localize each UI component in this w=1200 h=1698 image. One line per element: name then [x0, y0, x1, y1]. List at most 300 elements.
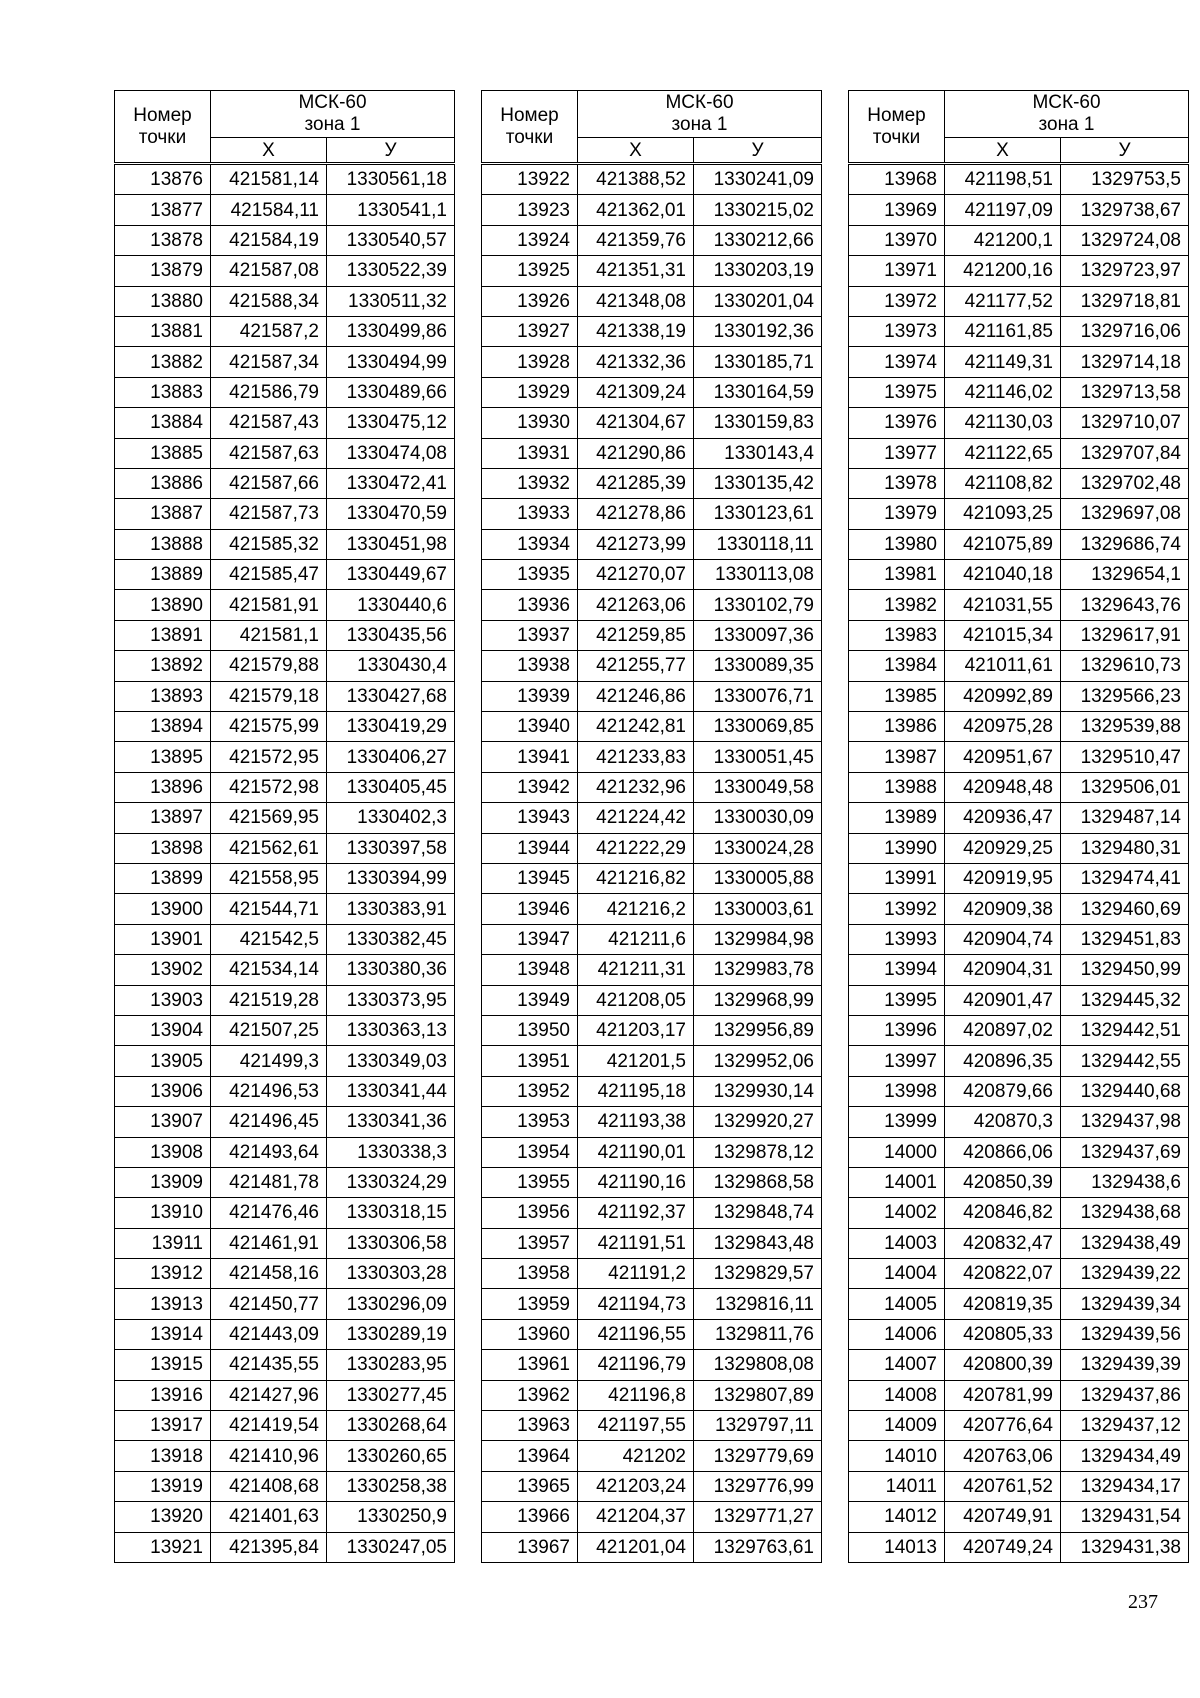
table-row: [849, 529, 1189, 559]
point-number-cell: 13957: [482, 1228, 578, 1258]
table-row: [849, 377, 1189, 407]
point-number-cell: 13992: [849, 894, 945, 924]
point-number-cell: 14009: [849, 1411, 945, 1441]
coordinates-table-1: [114, 90, 455, 1563]
x-coordinate-cell: 421161,85: [945, 316, 1061, 346]
y-coordinate-cell: 1330397,58: [327, 833, 455, 863]
x-coordinate-cell: 421290,86: [578, 438, 694, 468]
table-row: [849, 225, 1189, 255]
point-number-cell: 13989: [849, 803, 945, 833]
table-row: [115, 468, 455, 498]
x-coordinate-cell: 421458,16: [211, 1259, 327, 1289]
y-coordinate-cell: 1330212,66: [694, 225, 822, 255]
x-coordinate-cell: 421507,25: [211, 1015, 327, 1045]
x-coordinate-cell: 421496,53: [211, 1076, 327, 1106]
table-row: [849, 712, 1189, 742]
y-coordinate-cell: 1329439,56: [1061, 1319, 1189, 1349]
x-coordinate-cell: 421197,09: [945, 195, 1061, 225]
table-row: [115, 1015, 455, 1045]
y-coordinate-cell: 1329718,81: [1061, 286, 1189, 316]
coordinates-table-3: [848, 90, 1189, 1563]
point-number-cell: 13892: [115, 651, 211, 681]
y-coordinate-cell: 1329878,12: [694, 1137, 822, 1167]
y-coordinate-cell: 1329753,5: [1061, 165, 1189, 195]
table-row: [482, 772, 822, 802]
point-number-cell: 13909: [115, 1167, 211, 1197]
table-row: [115, 681, 455, 711]
point-number-cell: 13985: [849, 681, 945, 711]
point-number-cell: 13962: [482, 1380, 578, 1410]
y-coordinate-cell: 1330499,86: [327, 316, 455, 346]
x-coordinate-cell: 421149,31: [945, 347, 1061, 377]
point-number-cell: 13940: [482, 712, 578, 742]
y-coordinate-cell: 1329450,99: [1061, 955, 1189, 985]
x-coordinate-cell: 421587,43: [211, 408, 327, 438]
point-number-cell: 13906: [115, 1076, 211, 1106]
table-row: [849, 1167, 1189, 1197]
y-coordinate-cell: 1329566,23: [1061, 681, 1189, 711]
y-coordinate-cell: 1329723,97: [1061, 256, 1189, 286]
y-coordinate-cell: 1330289,19: [327, 1319, 455, 1349]
table-row: [849, 924, 1189, 954]
table-row: [115, 1046, 455, 1076]
x-coordinate-cell: 420761,52: [945, 1471, 1061, 1501]
x-coordinate-cell: 421395,84: [211, 1532, 327, 1562]
table-row: [482, 1228, 822, 1258]
table-body: [482, 163, 822, 1563]
x-coordinate-cell: 421427,96: [211, 1380, 327, 1410]
y-coordinate-cell: 1330113,08: [694, 560, 822, 590]
point-number-cell: 14007: [849, 1350, 945, 1380]
y-coordinate-cell: 1329843,48: [694, 1228, 822, 1258]
x-coordinate-cell: 421435,55: [211, 1350, 327, 1380]
point-number-cell: 13943: [482, 803, 578, 833]
x-coordinate-cell: 420929,25: [945, 833, 1061, 863]
point-number-cell: 13922: [482, 165, 578, 195]
y-coordinate-cell: 1329848,74: [694, 1198, 822, 1228]
y-coordinate-cell: 1329707,84: [1061, 438, 1189, 468]
point-number-cell: 13915: [115, 1350, 211, 1380]
table-body: [115, 163, 455, 1563]
x-coordinate-cell: 421177,52: [945, 286, 1061, 316]
page-number: 237: [1128, 1591, 1158, 1613]
table-row: [482, 651, 822, 681]
y-coordinate-cell: 1330402,3: [327, 803, 455, 833]
y-coordinate-cell: 1329480,31: [1061, 833, 1189, 863]
point-number-cell: 13981: [849, 560, 945, 590]
x-coordinate-cell: 421031,55: [945, 590, 1061, 620]
point-number-cell: 13972: [849, 286, 945, 316]
point-number-cell: 13876: [115, 165, 211, 195]
point-number-cell: 13952: [482, 1076, 578, 1106]
y-coordinate-cell: 1329968,99: [694, 985, 822, 1015]
y-column-header: У: [327, 138, 455, 163]
x-coordinate-cell: 421388,52: [578, 165, 694, 195]
table-row: [115, 1471, 455, 1501]
x-coordinate-cell: 421075,89: [945, 529, 1061, 559]
x-coordinate-cell: 421544,71: [211, 894, 327, 924]
x-coordinate-cell: 421201,5: [578, 1046, 694, 1076]
point-number-cell: 13997: [849, 1046, 945, 1076]
point-number-cell: 13934: [482, 529, 578, 559]
y-coordinate-cell: 1330247,05: [327, 1532, 455, 1562]
point-number-cell: 13995: [849, 985, 945, 1015]
table-row: [115, 1319, 455, 1349]
table-row: [849, 1259, 1189, 1289]
y-coordinate-cell: 1330003,61: [694, 894, 822, 924]
table-row: [482, 165, 822, 195]
x-coordinate-cell: 421408,68: [211, 1471, 327, 1501]
y-coordinate-cell: 1329952,06: [694, 1046, 822, 1076]
table-row: [482, 833, 822, 863]
y-coordinate-cell: 1329510,47: [1061, 742, 1189, 772]
x-coordinate-cell: 421216,82: [578, 863, 694, 893]
table-row: [849, 1441, 1189, 1471]
y-coordinate-cell: 1329437,12: [1061, 1411, 1189, 1441]
x-coordinate-cell: 421191,2: [578, 1259, 694, 1289]
coordinates-table-2: [481, 90, 822, 1563]
y-column-header: У: [694, 138, 822, 163]
table-row: [115, 1411, 455, 1441]
x-coordinate-cell: 420832,47: [945, 1228, 1061, 1258]
x-coordinate-cell: 420866,06: [945, 1137, 1061, 1167]
point-number-cell: 13966: [482, 1502, 578, 1532]
point-number-cell: 13937: [482, 620, 578, 650]
y-coordinate-cell: 1329686,74: [1061, 529, 1189, 559]
table-row: [482, 225, 822, 255]
x-coordinate-cell: 420951,67: [945, 742, 1061, 772]
point-number-cell: 13896: [115, 772, 211, 802]
table-row: [482, 1411, 822, 1441]
table-row: [482, 286, 822, 316]
x-coordinate-cell: 421190,16: [578, 1167, 694, 1197]
table-row: [115, 833, 455, 863]
table-row: [115, 529, 455, 559]
point-number-cell: 13905: [115, 1046, 211, 1076]
coordinate-system-header: МСК-60 зона 1: [945, 91, 1189, 138]
point-number-cell: 13961: [482, 1350, 578, 1380]
y-coordinate-cell: 1329716,06: [1061, 316, 1189, 346]
table-row: [482, 1076, 822, 1106]
table-row: [849, 863, 1189, 893]
point-number-cell: 13878: [115, 225, 211, 255]
point-number-cell: 13980: [849, 529, 945, 559]
table-row: [849, 316, 1189, 346]
table-row: [849, 1411, 1189, 1441]
table-row: [482, 1350, 822, 1380]
y-coordinate-cell: 1329930,14: [694, 1076, 822, 1106]
y-coordinate-cell: 1330201,04: [694, 286, 822, 316]
point-number-cell: 13932: [482, 468, 578, 498]
x-coordinate-cell: 421093,25: [945, 499, 1061, 529]
x-coordinate-cell: 421587,08: [211, 256, 327, 286]
y-coordinate-cell: 1329779,69: [694, 1441, 822, 1471]
table-row: [849, 1532, 1189, 1562]
point-number-cell: 13901: [115, 924, 211, 954]
x-coordinate-cell: 421196,8: [578, 1380, 694, 1410]
table-row: [849, 1137, 1189, 1167]
x-coordinate-cell: 421108,82: [945, 468, 1061, 498]
y-coordinate-cell: 1329451,83: [1061, 924, 1189, 954]
table-row: [849, 468, 1189, 498]
table-row: [849, 1380, 1189, 1410]
point-number-cell: 13976: [849, 408, 945, 438]
x-coordinate-cell: 420992,89: [945, 681, 1061, 711]
x-coordinate-cell: 420896,35: [945, 1046, 1061, 1076]
x-coordinate-cell: 421270,07: [578, 560, 694, 590]
table-row: [849, 1015, 1189, 1045]
y-coordinate-cell: 1329697,08: [1061, 499, 1189, 529]
table-row: [115, 499, 455, 529]
table-row: [482, 894, 822, 924]
y-coordinate-cell: 1330192,36: [694, 316, 822, 346]
point-number-cell: 13986: [849, 712, 945, 742]
y-coordinate-cell: 1329434,49: [1061, 1441, 1189, 1471]
x-coordinate-cell: 421481,78: [211, 1167, 327, 1197]
x-coordinate-cell: 421588,34: [211, 286, 327, 316]
x-coordinate-cell: 421338,19: [578, 316, 694, 346]
x-coordinate-cell: 421581,91: [211, 590, 327, 620]
point-number-cell: 14013: [849, 1532, 945, 1562]
point-number-cell: 13920: [115, 1502, 211, 1532]
x-coordinate-cell: 420897,02: [945, 1015, 1061, 1045]
point-number-cell: 13951: [482, 1046, 578, 1076]
point-number-cell: 13914: [115, 1319, 211, 1349]
x-coordinate-cell: 421193,38: [578, 1107, 694, 1137]
x-column-header: Х: [211, 138, 327, 163]
table-row: [849, 894, 1189, 924]
point-number-cell: 14008: [849, 1380, 945, 1410]
x-coordinate-cell: 420763,06: [945, 1441, 1061, 1471]
table-row: [849, 1350, 1189, 1380]
table-row: [115, 1137, 455, 1167]
table-row: [482, 560, 822, 590]
y-coordinate-cell: 1330250,9: [327, 1502, 455, 1532]
y-coordinate-cell: 1330260,65: [327, 1441, 455, 1471]
x-coordinate-cell: 420904,31: [945, 955, 1061, 985]
point-number-cell: 14011: [849, 1471, 945, 1501]
y-coordinate-cell: 1329816,11: [694, 1289, 822, 1319]
table-row: [482, 1380, 822, 1410]
x-coordinate-cell: 421584,19: [211, 225, 327, 255]
point-number-cell: 13921: [115, 1532, 211, 1562]
table-row: [849, 620, 1189, 650]
point-number-cell: 13908: [115, 1137, 211, 1167]
y-coordinate-cell: 1330449,67: [327, 560, 455, 590]
x-coordinate-cell: 421476,46: [211, 1198, 327, 1228]
table-row: [482, 438, 822, 468]
point-number-cell: 13955: [482, 1167, 578, 1197]
y-coordinate-cell: 1330030,09: [694, 803, 822, 833]
y-coordinate-cell: 1330215,02: [694, 195, 822, 225]
y-coordinate-cell: 1330118,11: [694, 529, 822, 559]
point-number-cell: 13945: [482, 863, 578, 893]
x-coordinate-cell: 420850,39: [945, 1167, 1061, 1197]
x-coordinate-cell: 420846,82: [945, 1198, 1061, 1228]
x-coordinate-cell: 421587,2: [211, 316, 327, 346]
y-coordinate-cell: 1329808,08: [694, 1350, 822, 1380]
point-number-cell: 13897: [115, 803, 211, 833]
point-number-cell: 13991: [849, 863, 945, 893]
x-coordinate-cell: 420749,24: [945, 1532, 1061, 1562]
table-row: [482, 195, 822, 225]
point-number-cell: 13890: [115, 590, 211, 620]
table-row: [849, 165, 1189, 195]
point-number-cell: 13959: [482, 1289, 578, 1319]
y-coordinate-cell: 1330024,28: [694, 833, 822, 863]
point-number-cell: 13894: [115, 712, 211, 742]
point-number-cell: 13958: [482, 1259, 578, 1289]
point-number-cell: 13953: [482, 1107, 578, 1137]
x-coordinate-cell: 420819,35: [945, 1289, 1061, 1319]
point-number-cell: 13967: [482, 1532, 578, 1562]
x-column-header: Х: [578, 138, 694, 163]
point-number-cell: 13946: [482, 894, 578, 924]
point-number-cell: 13880: [115, 286, 211, 316]
table-row: [115, 1532, 455, 1562]
table-row: [115, 1350, 455, 1380]
point-number-cell: 13929: [482, 377, 578, 407]
x-coordinate-cell: 421273,99: [578, 529, 694, 559]
table-row: [115, 256, 455, 286]
table-row: [849, 1198, 1189, 1228]
x-coordinate-cell: 421203,24: [578, 1471, 694, 1501]
point-number-cell: 13935: [482, 560, 578, 590]
y-coordinate-cell: 1329829,57: [694, 1259, 822, 1289]
x-coordinate-cell: 421575,99: [211, 712, 327, 742]
point-number-header: Номер точки: [849, 91, 945, 163]
table-row: [482, 1502, 822, 1532]
point-number-cell: 13882: [115, 347, 211, 377]
point-number-cell: 13923: [482, 195, 578, 225]
table-row: [482, 955, 822, 985]
y-coordinate-cell: 1329868,58: [694, 1167, 822, 1197]
x-coordinate-cell: 421246,86: [578, 681, 694, 711]
x-coordinate-cell: 421569,95: [211, 803, 327, 833]
y-coordinate-cell: 1330123,61: [694, 499, 822, 529]
point-number-cell: 13949: [482, 985, 578, 1015]
y-coordinate-cell: 1329811,76: [694, 1319, 822, 1349]
point-number-cell: 13938: [482, 651, 578, 681]
y-coordinate-cell: 1330419,29: [327, 712, 455, 742]
x-coordinate-cell: 421585,32: [211, 529, 327, 559]
y-coordinate-cell: 1330303,28: [327, 1259, 455, 1289]
point-number-cell: 13979: [849, 499, 945, 529]
point-number-cell: 13910: [115, 1198, 211, 1228]
table-row: [849, 985, 1189, 1015]
y-coordinate-cell: 1330076,71: [694, 681, 822, 711]
table-row: [115, 924, 455, 954]
point-number-cell: 13947: [482, 924, 578, 954]
y-coordinate-cell: 1329474,41: [1061, 863, 1189, 893]
point-number-cell: 14002: [849, 1198, 945, 1228]
point-number-cell: 13970: [849, 225, 945, 255]
y-coordinate-cell: 1329702,48: [1061, 468, 1189, 498]
table-row: [482, 347, 822, 377]
point-number-cell: 14006: [849, 1319, 945, 1349]
y-coordinate-cell: 1330406,27: [327, 742, 455, 772]
table-row: [849, 1502, 1189, 1532]
y-coordinate-cell: 1330373,95: [327, 985, 455, 1015]
x-coordinate-cell: 421208,05: [578, 985, 694, 1015]
point-number-cell: 13987: [849, 742, 945, 772]
table-row: [849, 590, 1189, 620]
table-row: [482, 742, 822, 772]
table-row: [115, 742, 455, 772]
x-coordinate-cell: 421130,03: [945, 408, 1061, 438]
table-row: [482, 1532, 822, 1562]
point-number-cell: 13971: [849, 256, 945, 286]
point-number-cell: 13895: [115, 742, 211, 772]
table-row: [849, 1228, 1189, 1258]
table-row: [849, 1076, 1189, 1106]
y-coordinate-cell: 1330143,4: [694, 438, 822, 468]
table-row: [115, 620, 455, 650]
y-coordinate-cell: 1329776,99: [694, 1471, 822, 1501]
y-coordinate-cell: 1330451,98: [327, 529, 455, 559]
x-coordinate-cell: 421586,79: [211, 377, 327, 407]
point-number-cell: 13891: [115, 620, 211, 650]
y-coordinate-cell: 1330383,91: [327, 894, 455, 924]
x-coordinate-cell: 421233,83: [578, 742, 694, 772]
table-row: [849, 256, 1189, 286]
y-coordinate-cell: 1330296,09: [327, 1289, 455, 1319]
table-row: [115, 803, 455, 833]
y-coordinate-cell: 1330405,45: [327, 772, 455, 802]
y-coordinate-cell: 1329713,58: [1061, 377, 1189, 407]
y-coordinate-cell: 1330318,15: [327, 1198, 455, 1228]
x-coordinate-cell: 421587,73: [211, 499, 327, 529]
table-row: [482, 1471, 822, 1501]
x-coordinate-cell: 420919,95: [945, 863, 1061, 893]
table-row: [849, 955, 1189, 985]
x-coordinate-cell: 421190,01: [578, 1137, 694, 1167]
point-number-cell: 13883: [115, 377, 211, 407]
table-row: [115, 1441, 455, 1471]
x-coordinate-cell: 421040,18: [945, 560, 1061, 590]
y-coordinate-cell: 1329610,73: [1061, 651, 1189, 681]
x-coordinate-cell: 421587,63: [211, 438, 327, 468]
x-coordinate-cell: 421362,01: [578, 195, 694, 225]
point-number-cell: 13974: [849, 347, 945, 377]
x-coordinate-cell: 421285,39: [578, 468, 694, 498]
y-coordinate-cell: 1329460,69: [1061, 894, 1189, 924]
point-number-cell: 13898: [115, 833, 211, 863]
y-coordinate-cell: 1329437,86: [1061, 1380, 1189, 1410]
x-coordinate-cell: 421146,02: [945, 377, 1061, 407]
table-row: [849, 1107, 1189, 1137]
table-row: [849, 560, 1189, 590]
point-number-cell: 13996: [849, 1015, 945, 1045]
y-coordinate-cell: 1329445,32: [1061, 985, 1189, 1015]
table-row: [115, 560, 455, 590]
y-coordinate-cell: 1330341,36: [327, 1107, 455, 1137]
table-row: [115, 165, 455, 195]
x-coordinate-cell: 421461,91: [211, 1228, 327, 1258]
table-row: [115, 347, 455, 377]
y-coordinate-cell: 1330258,38: [327, 1471, 455, 1501]
y-coordinate-cell: 1329439,39: [1061, 1350, 1189, 1380]
point-number-cell: 13903: [115, 985, 211, 1015]
x-coordinate-cell: 421401,63: [211, 1502, 327, 1532]
y-coordinate-cell: 1329440,68: [1061, 1076, 1189, 1106]
table-row: [115, 438, 455, 468]
x-coordinate-cell: 421011,61: [945, 651, 1061, 681]
table-row: [482, 681, 822, 711]
y-coordinate-cell: 1329437,69: [1061, 1137, 1189, 1167]
y-coordinate-cell: 1330435,56: [327, 620, 455, 650]
x-coordinate-cell: 421359,76: [578, 225, 694, 255]
